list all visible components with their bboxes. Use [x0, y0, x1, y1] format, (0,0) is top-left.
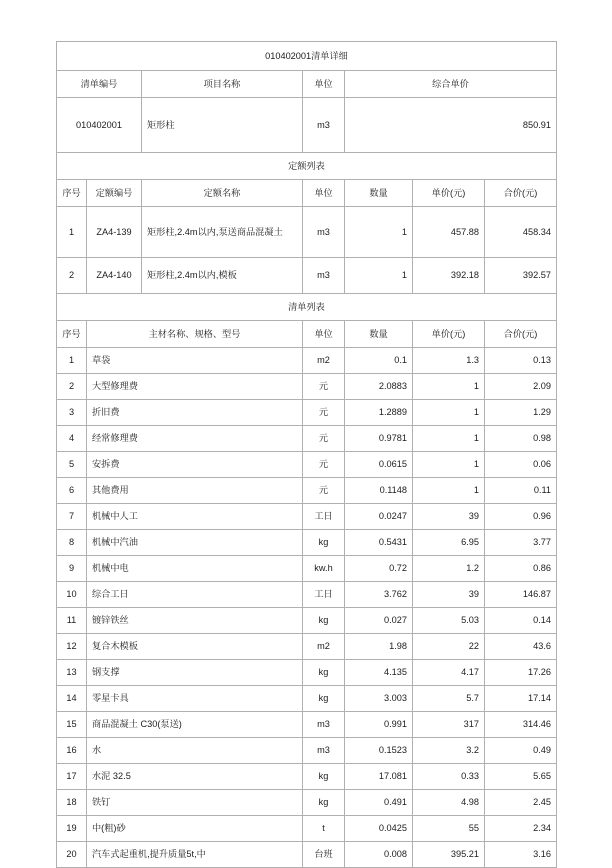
table-row [57, 608, 557, 634]
material-name: 复合木模板 [87, 634, 303, 660]
material-unit: m3 [303, 712, 345, 738]
table-row [57, 712, 557, 738]
material-unit: kg [303, 790, 345, 816]
material-total: 43.6 [485, 634, 557, 660]
material-price: 1 [413, 426, 485, 452]
material-unit: kg [303, 686, 345, 712]
material-total: 0.11 [485, 478, 557, 504]
quota-seq: 2 [57, 258, 87, 294]
material-unit: kw.h [303, 556, 345, 582]
material-price: 22 [413, 634, 485, 660]
material-total: 3.16 [485, 842, 557, 868]
summary-header-row [57, 71, 557, 98]
material-header-total: 合价(元) [485, 321, 557, 348]
material-qty: 0.027 [345, 608, 413, 634]
table-row [57, 258, 557, 294]
quota-header-total: 合价(元) [485, 180, 557, 207]
table-row [57, 504, 557, 530]
table-row [57, 452, 557, 478]
material-total: 0.14 [485, 608, 557, 634]
summary-header-code: 清单编号 [57, 71, 142, 98]
quota-header-unit: 单位 [303, 180, 345, 207]
material-price: 1.3 [413, 348, 485, 374]
table-row [57, 738, 557, 764]
material-price: 5.03 [413, 608, 485, 634]
material-price: 39 [413, 504, 485, 530]
material-price: 55 [413, 816, 485, 842]
quota-total: 458.34 [485, 207, 557, 258]
material-total: 0.86 [485, 556, 557, 582]
material-header-price: 单价(元) [413, 321, 485, 348]
material-unit: 工日 [303, 504, 345, 530]
material-name: 机械中人工 [87, 504, 303, 530]
material-price: 1 [413, 374, 485, 400]
quota-unit: m3 [303, 207, 345, 258]
material-header-qty: 数量 [345, 321, 413, 348]
material-qty: 2.0883 [345, 374, 413, 400]
material-section-title-row [57, 294, 557, 321]
material-price: 0.33 [413, 764, 485, 790]
material-name: 大型修理费 [87, 374, 303, 400]
material-name: 机械中汽油 [87, 530, 303, 556]
material-price: 4.98 [413, 790, 485, 816]
table-body [57, 42, 557, 868]
material-qty: 0.1 [345, 348, 413, 374]
material-total: 0.49 [485, 738, 557, 764]
material-name: 机械中电 [87, 556, 303, 582]
material-seq: 7 [57, 504, 87, 530]
material-name: 综合工日 [87, 582, 303, 608]
quota-name: 矩形柱,2.4m以内,泵送商品混凝土 [142, 207, 303, 258]
material-qty: 17.081 [345, 764, 413, 790]
summary-unit-price-value: 850.91 [345, 98, 557, 153]
material-total: 0.13 [485, 348, 557, 374]
material-name: 安拆费 [87, 452, 303, 478]
material-seq: 1 [57, 348, 87, 374]
material-total: 3.77 [485, 530, 557, 556]
table-row [57, 530, 557, 556]
material-total: 2.09 [485, 374, 557, 400]
material-total: 17.14 [485, 686, 557, 712]
material-header-unit: 单位 [303, 321, 345, 348]
material-header-row [57, 321, 557, 348]
material-qty: 3.003 [345, 686, 413, 712]
quota-seq: 1 [57, 207, 87, 258]
material-unit: kg [303, 660, 345, 686]
material-name: 零星卡具 [87, 686, 303, 712]
material-section-title: 清单列表 [57, 294, 557, 321]
table-row [57, 400, 557, 426]
summary-data-row [57, 98, 557, 153]
material-unit: 元 [303, 374, 345, 400]
material-seq: 2 [57, 374, 87, 400]
material-seq: 6 [57, 478, 87, 504]
material-seq: 15 [57, 712, 87, 738]
material-total: 2.34 [485, 816, 557, 842]
table-row [57, 842, 557, 868]
material-unit: 元 [303, 478, 345, 504]
quota-unit: m3 [303, 258, 345, 294]
material-seq: 20 [57, 842, 87, 868]
quotation-detail-table [56, 41, 557, 868]
material-qty: 1.2889 [345, 400, 413, 426]
material-seq: 13 [57, 660, 87, 686]
document-title-row [57, 42, 557, 71]
material-price: 1 [413, 400, 485, 426]
material-unit: 元 [303, 400, 345, 426]
material-price: 1 [413, 452, 485, 478]
material-unit: m2 [303, 634, 345, 660]
quota-header-qty: 数量 [345, 180, 413, 207]
quota-code: ZA4-140 [87, 258, 142, 294]
material-name: 中(粗)砂 [87, 816, 303, 842]
material-header-seq: 序号 [57, 321, 87, 348]
material-qty: 0.0425 [345, 816, 413, 842]
table-row [57, 426, 557, 452]
material-price: 3.2 [413, 738, 485, 764]
material-name: 汽车式起重机,提升质量5t,中 [87, 842, 303, 868]
quota-header-name: 定额名称 [142, 180, 303, 207]
material-total: 314.46 [485, 712, 557, 738]
material-price: 1.2 [413, 556, 485, 582]
material-total: 0.96 [485, 504, 557, 530]
document-title: 010402001清单详细 [57, 42, 557, 71]
material-price: 1 [413, 478, 485, 504]
material-seq: 19 [57, 816, 87, 842]
material-unit: 台班 [303, 842, 345, 868]
table-row [57, 764, 557, 790]
material-total: 146.87 [485, 582, 557, 608]
material-qty: 4.135 [345, 660, 413, 686]
summary-code-value: 010402001 [57, 98, 142, 153]
quota-section-title-row [57, 153, 557, 180]
quota-name: 矩形柱,2.4m以内,模板 [142, 258, 303, 294]
material-unit: m2 [303, 348, 345, 374]
quota-qty: 1 [345, 258, 413, 294]
material-name: 草袋 [87, 348, 303, 374]
material-seq: 11 [57, 608, 87, 634]
material-total: 5.65 [485, 764, 557, 790]
summary-unit-value: m3 [303, 98, 345, 153]
material-price: 5.7 [413, 686, 485, 712]
material-seq: 17 [57, 764, 87, 790]
material-price: 317 [413, 712, 485, 738]
material-name: 其他费用 [87, 478, 303, 504]
material-seq: 14 [57, 686, 87, 712]
material-seq: 3 [57, 400, 87, 426]
material-name: 铁钉 [87, 790, 303, 816]
material-seq: 12 [57, 634, 87, 660]
material-seq: 16 [57, 738, 87, 764]
quota-header-row [57, 180, 557, 207]
material-qty: 0.008 [345, 842, 413, 868]
table-row [57, 660, 557, 686]
table-row [57, 790, 557, 816]
material-total: 0.06 [485, 452, 557, 478]
summary-header-unit: 单位 [303, 71, 345, 98]
material-qty: 0.0247 [345, 504, 413, 530]
table-row [57, 556, 557, 582]
quota-price: 392.18 [413, 258, 485, 294]
material-qty: 0.1148 [345, 478, 413, 504]
material-unit: m3 [303, 738, 345, 764]
summary-header-unit-price: 综合单价 [345, 71, 557, 98]
material-price: 6.95 [413, 530, 485, 556]
material-name: 镀锌铁丝 [87, 608, 303, 634]
table-row [57, 348, 557, 374]
material-price: 395.21 [413, 842, 485, 868]
material-qty: 0.72 [345, 556, 413, 582]
summary-name-value: 矩形柱 [142, 98, 303, 153]
table-row [57, 634, 557, 660]
material-seq: 4 [57, 426, 87, 452]
material-qty: 3.762 [345, 582, 413, 608]
material-name: 水泥 32.5 [87, 764, 303, 790]
material-price: 4.17 [413, 660, 485, 686]
table-row [57, 478, 557, 504]
material-total: 1.29 [485, 400, 557, 426]
material-qty: 0.1523 [345, 738, 413, 764]
table-row [57, 207, 557, 258]
material-header-name: 主材名称、规格、型号 [87, 321, 303, 348]
material-qty: 0.5431 [345, 530, 413, 556]
quota-header-price: 单价(元) [413, 180, 485, 207]
material-price: 39 [413, 582, 485, 608]
material-total: 17.26 [485, 660, 557, 686]
quota-qty: 1 [345, 207, 413, 258]
material-total: 0.98 [485, 426, 557, 452]
detail-sheet [56, 41, 556, 868]
material-name: 经常修理费 [87, 426, 303, 452]
quota-header-seq: 序号 [57, 180, 87, 207]
quota-price: 457.88 [413, 207, 485, 258]
table-row [57, 374, 557, 400]
table-row [57, 686, 557, 712]
material-seq: 9 [57, 556, 87, 582]
material-unit: 工日 [303, 582, 345, 608]
quota-section-title: 定额列表 [57, 153, 557, 180]
material-unit: kg [303, 764, 345, 790]
material-unit: kg [303, 608, 345, 634]
quota-total: 392.57 [485, 258, 557, 294]
table-row [57, 816, 557, 842]
material-seq: 18 [57, 790, 87, 816]
material-unit: 元 [303, 426, 345, 452]
material-name: 钢支撑 [87, 660, 303, 686]
material-unit: 元 [303, 452, 345, 478]
material-seq: 10 [57, 582, 87, 608]
material-qty: 1.98 [345, 634, 413, 660]
material-seq: 5 [57, 452, 87, 478]
quota-code: ZA4-139 [87, 207, 142, 258]
material-qty: 0.0615 [345, 452, 413, 478]
material-total: 2.45 [485, 790, 557, 816]
material-unit: kg [303, 530, 345, 556]
material-name: 折旧费 [87, 400, 303, 426]
material-unit: t [303, 816, 345, 842]
table-row [57, 582, 557, 608]
material-name: 水 [87, 738, 303, 764]
summary-header-name: 项目名称 [142, 71, 303, 98]
material-name: 商品混凝土 C30(泵送) [87, 712, 303, 738]
material-seq: 8 [57, 530, 87, 556]
material-qty: 0.491 [345, 790, 413, 816]
quota-header-code: 定额编号 [87, 180, 142, 207]
material-qty: 0.9781 [345, 426, 413, 452]
material-qty: 0.991 [345, 712, 413, 738]
